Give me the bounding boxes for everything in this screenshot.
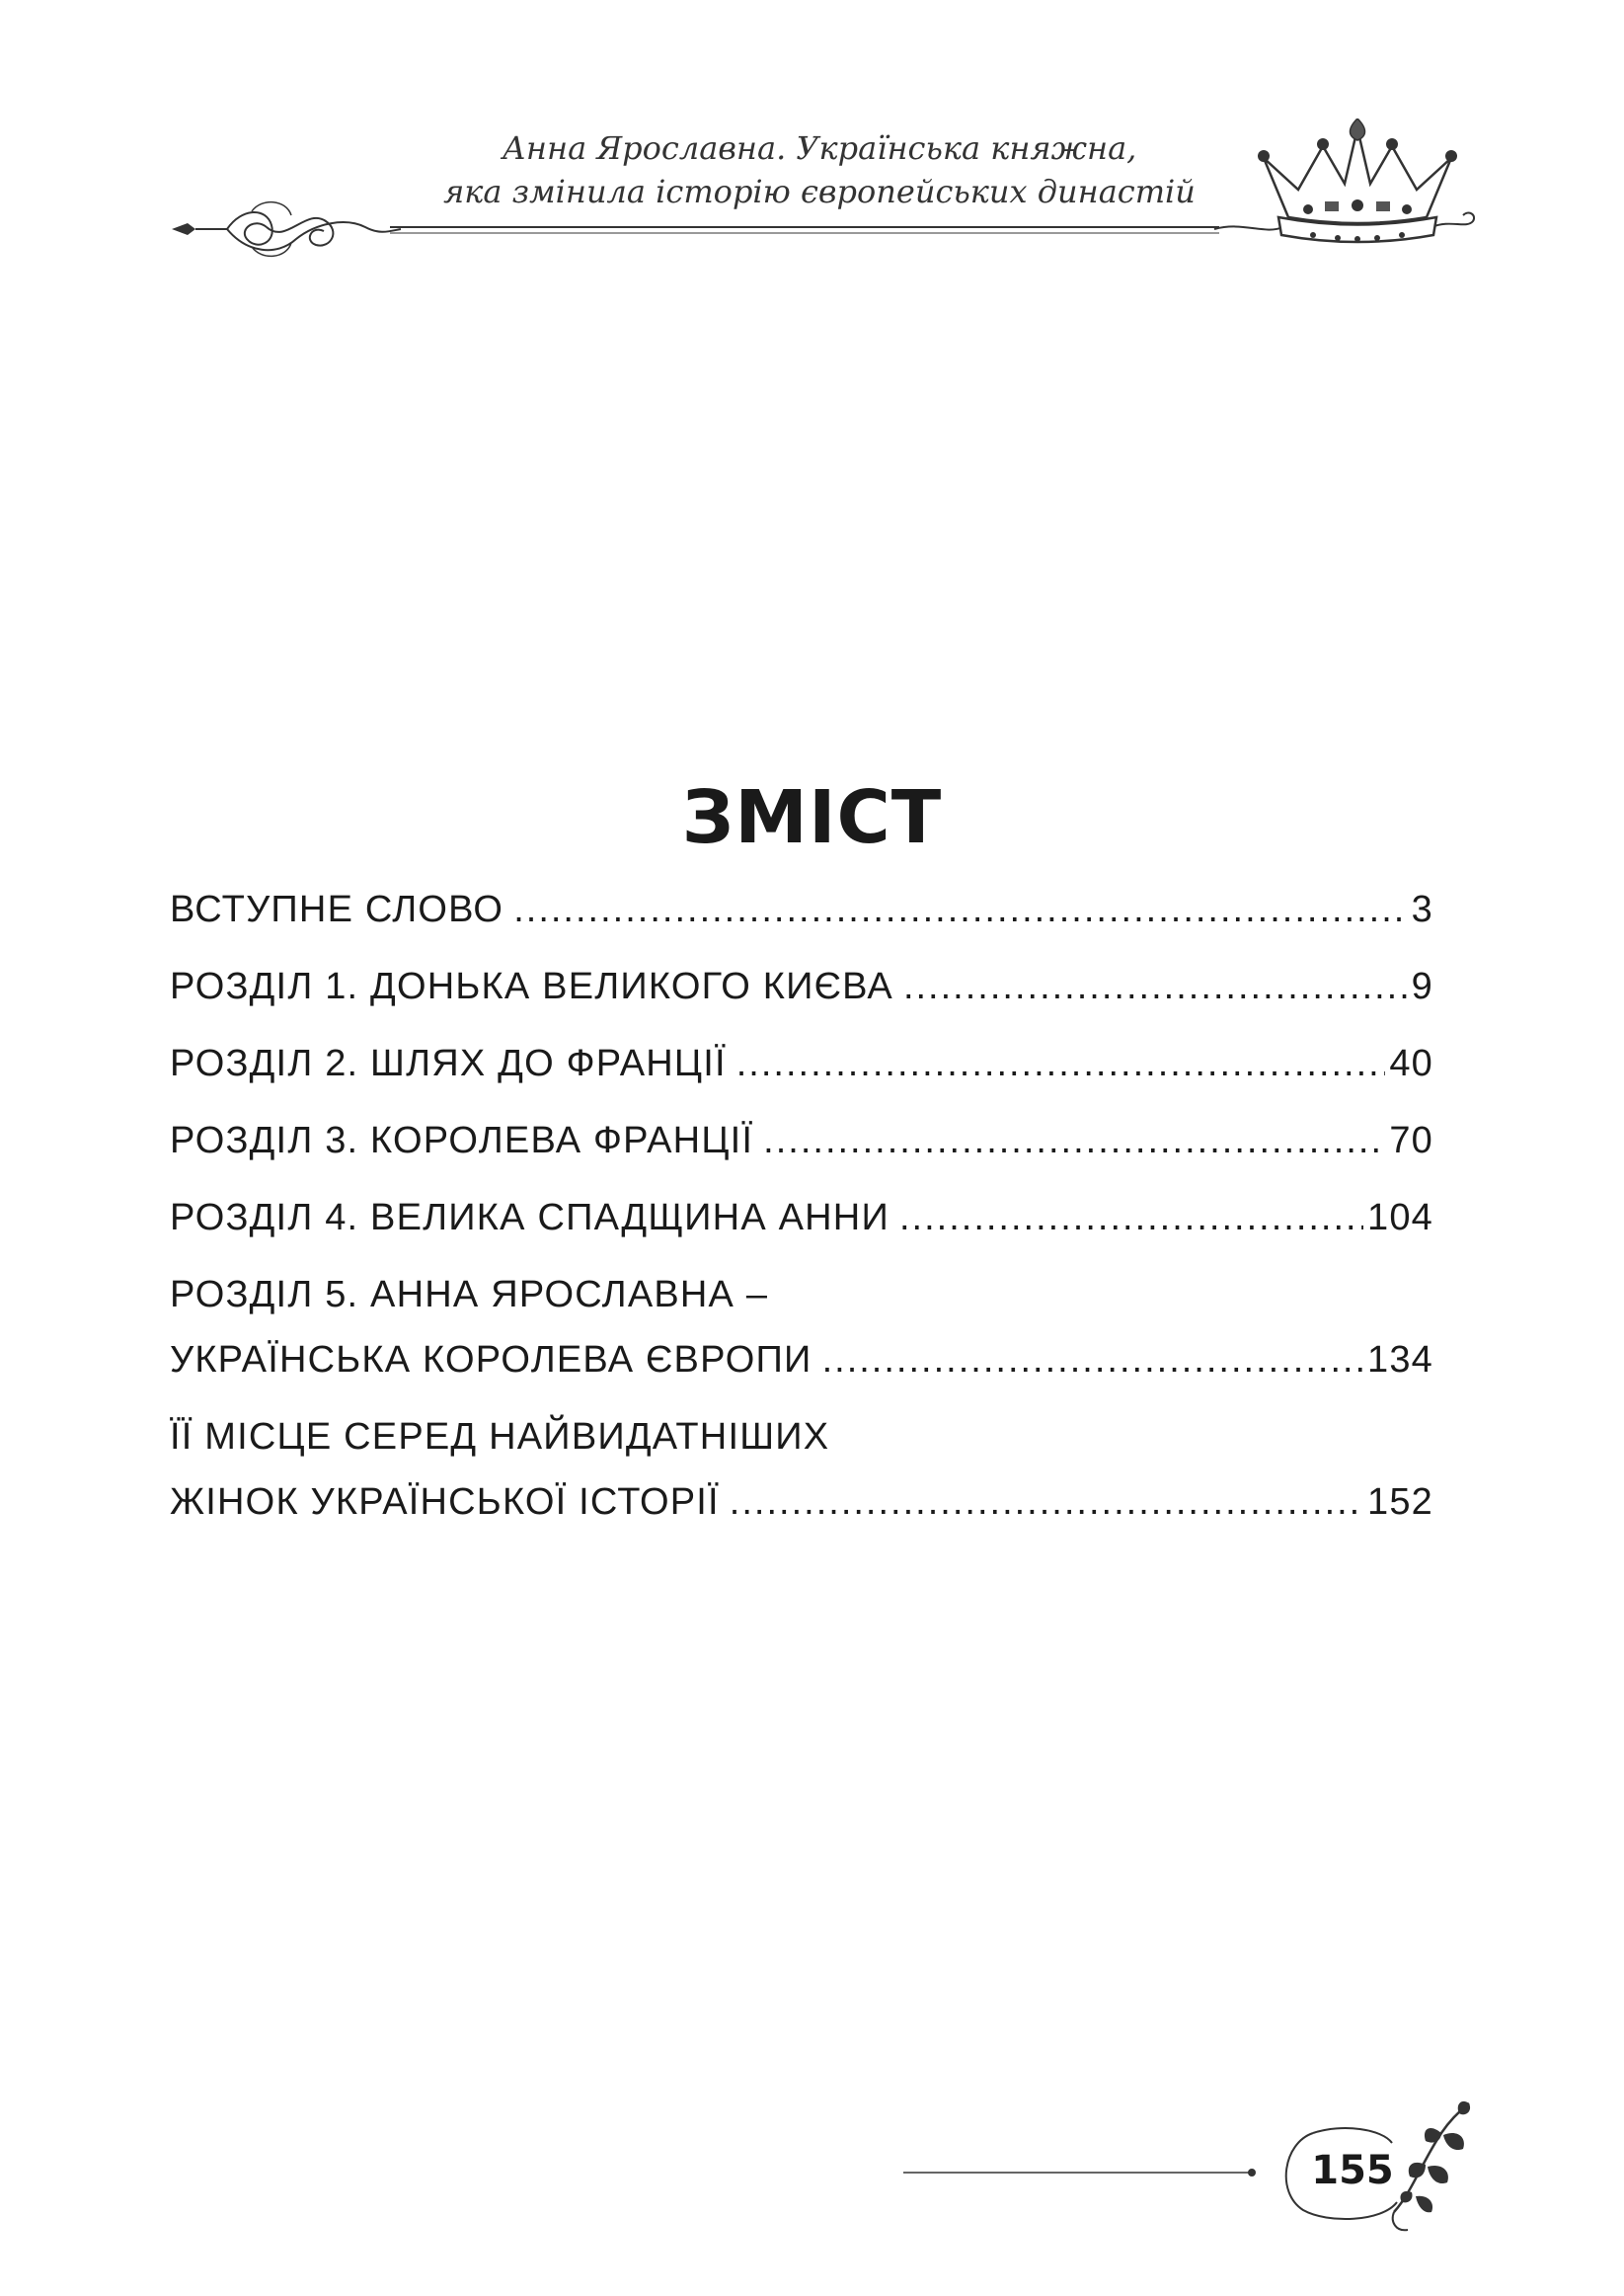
- toc-leader-dots: [513, 877, 1407, 942]
- toc-leader-dots: [903, 954, 1408, 1019]
- toc-entry-title: РОЗДІЛ 3. КОРОЛЕВА ФРАНЦІЇ: [170, 1120, 754, 1161]
- toc-entry-title-line-1: ЇЇ МІСЦЕ СЕРЕД НАЙВИДАТНІШИХ: [170, 1416, 830, 1458]
- toc-entry-title-line-1: РОЗДІЛ 5. АННА ЯРОСЛАВНА –: [170, 1274, 769, 1315]
- toc-page-number: 9: [1411, 966, 1433, 1007]
- page-number: 155: [1311, 2148, 1394, 2193]
- toc-entry-title-line-2: УКРАЇНСЬКА КОРОЛЕВА ЄВРОПИ: [170, 1339, 812, 1381]
- toc-leader-dots: [822, 1327, 1363, 1392]
- toc-leader-dots: [899, 1185, 1363, 1250]
- toc-entry: [170, 954, 1433, 1019]
- toc-entry: [170, 1108, 1433, 1173]
- header-title-line-2: яка змінила історію європейських династій: [443, 173, 1196, 210]
- toc-leader-dots: [736, 1031, 1386, 1096]
- toc-entry-title: РОЗДІЛ 1. ДОНЬКА ВЕЛИКОГО КИЄВА: [170, 966, 893, 1007]
- toc-entry-title: ВСТУПНЕ СЛОВО: [170, 889, 504, 930]
- toc-entry: [170, 1185, 1433, 1250]
- toc-page-number: 134: [1366, 1339, 1433, 1381]
- page-title: ЗМІСТ: [681, 775, 943, 860]
- toc-entry: [170, 1404, 1433, 1535]
- toc-entry-title-line-2: ЖІНОК УКРАЇНСЬКОЇ ІСТОРІЇ: [170, 1481, 720, 1523]
- crown-icon: [1204, 119, 1481, 257]
- table-of-contents: [170, 877, 1433, 1535]
- toc-leader-dots: [763, 1108, 1385, 1173]
- header-title-line-1: Анна Ярославна. Українська княжна,: [502, 129, 1137, 167]
- toc-entry-title: РОЗДІЛ 4. ВЕЛИКА СПАДЩИНА АННИ: [170, 1197, 889, 1238]
- toc-page-number: 3: [1411, 889, 1433, 930]
- toc-entry: [170, 877, 1433, 942]
- toc-leader-dots: [730, 1469, 1363, 1535]
- toc-entry: [170, 1031, 1433, 1096]
- toc-page-number: 104: [1366, 1197, 1433, 1238]
- toc-entry: [170, 1262, 1433, 1392]
- toc-entry-title: РОЗДІЛ 2. ШЛЯХ ДО ФРАНЦІЇ: [170, 1043, 727, 1084]
- toc-page-number: 70: [1389, 1120, 1433, 1161]
- running-header: [0, 0, 1624, 277]
- flourish-ornament-icon: [168, 188, 405, 267]
- toc-page-number: 152: [1366, 1481, 1433, 1523]
- toc-page-number: 40: [1389, 1043, 1433, 1084]
